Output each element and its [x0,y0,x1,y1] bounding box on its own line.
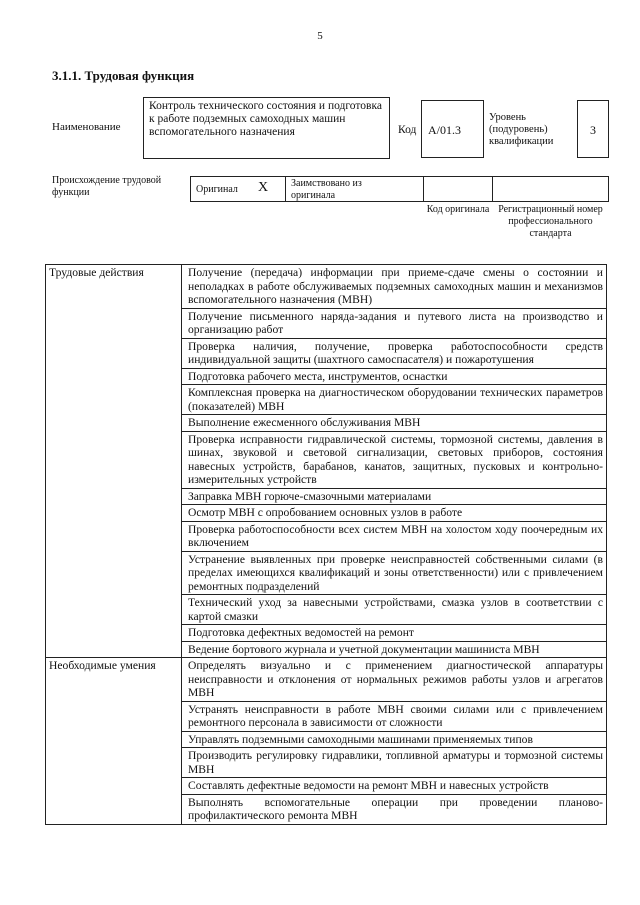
function-name-value: Контроль технического состояния и подготовка к работе подземных самоходных машин вспомогательного назначения [149,100,382,138]
code-label: Код [398,124,417,136]
item-cell: Проверка работоспособности всех систем МВН на холостом ходу поочередным их включением [182,521,607,551]
item-cell: Определять визуально и с применением диагностической аппаратуры неисправности и отклонения от нормальных режимов работы узлов и агрегатов МВН [182,658,607,702]
item-cell: Осмотр МВН с опробованием основных узлов в работе [182,505,607,522]
section-title: 3.1.1. Трудовая функция [52,68,195,83]
borrowed-label: Заимствовано из оригинала [291,178,362,201]
code-original-caption: Код оригинала [426,204,490,215]
item-cell: Получение письменного наряда-задания и путевого листа на производство и организацию работ [182,308,607,338]
level-value: 3 [590,123,596,137]
code-value: А/01.3 [428,123,461,137]
original-cell [190,176,286,202]
origin-label: Происхождение трудовой функции [52,175,162,198]
page-number: 5 [317,30,323,42]
labor-function-table [45,264,607,825]
item-cell: Проверка наличия, получение, проверка работоспособности средств индивидуальной защиты (шахтного самоспасателя) и пожаротушения [182,338,607,368]
original-mark: X [258,180,269,195]
item-cell: Выполнять вспомогательные операции при проведении планово-профилактического ремонта МВН [182,794,607,824]
level-box [577,100,609,158]
item-cell: Управлять подземными самоходными машинами применяемых типов [182,731,607,748]
name-label: Наименование [52,121,121,133]
category-cell: Необходимые умения [46,658,182,825]
category-cell: Трудовые действия [46,265,182,658]
original-label: Оригинал [196,184,238,195]
borrowed-cell [285,176,424,202]
item-cell: Проверка исправности гидравлической системы, тормозной системы, давления в шинах, звуковой и световой сигнализации, световых приборов, состояния навесных устройств, барабанов, канатов, защитных, пусковых и контрольно-измерительных устройств [182,431,607,488]
item-cell: Ведение бортового журнала и учетной документации машиниста МВН [182,641,607,658]
item-cell: Получение (передача) информации при приеме-сдаче смены о состоянии и неполадках в работе обслуживаемых подземных самоходных машин и механизмов вспомогательного назначения (МВН) [182,265,607,309]
item-cell: Составлять дефектные ведомости на ремонт МВН и навесных устройств [182,778,607,795]
code-original-cell [423,176,493,202]
reg-number-cell [492,176,609,202]
item-cell: Подготовка рабочего места, инструментов, оснастки [182,368,607,385]
item-cell: Подготовка дефектных ведомостей на ремонт [182,625,607,642]
table-row [46,658,607,702]
reg-number-caption: Регистрационный номер профессионального стандарта [498,204,603,239]
table-row [46,265,607,309]
function-name-box [143,97,390,159]
code-box [421,100,484,158]
level-label: Уровень (подуровень) квалификации [489,112,554,147]
item-cell: Устранять неисправности в работе МВН своими силами или с привлечением ремонтного персонала в зависимости от сложности [182,701,607,731]
item-cell: Комплексная проверка на диагностическом оборудовании технических параметров (показателей) МВН [182,385,607,415]
item-cell: Технический уход за навесными устройствами, смазка узлов в соответствии с картой смазки [182,595,607,625]
item-cell: Производить регулировку гидравлики, топливной арматуры и тормозной системы МВН [182,748,607,778]
item-cell: Выполнение ежесменного обслуживания МВН [182,415,607,432]
item-cell: Устранение выявленных при проверке неисправностей собственными силами (в пределах имеющихся квалификаций и зоны ответственности) или с привлечением ремонтных подразделений [182,551,607,595]
item-cell: Заправка МВН горюче-смазочными материалами [182,488,607,505]
